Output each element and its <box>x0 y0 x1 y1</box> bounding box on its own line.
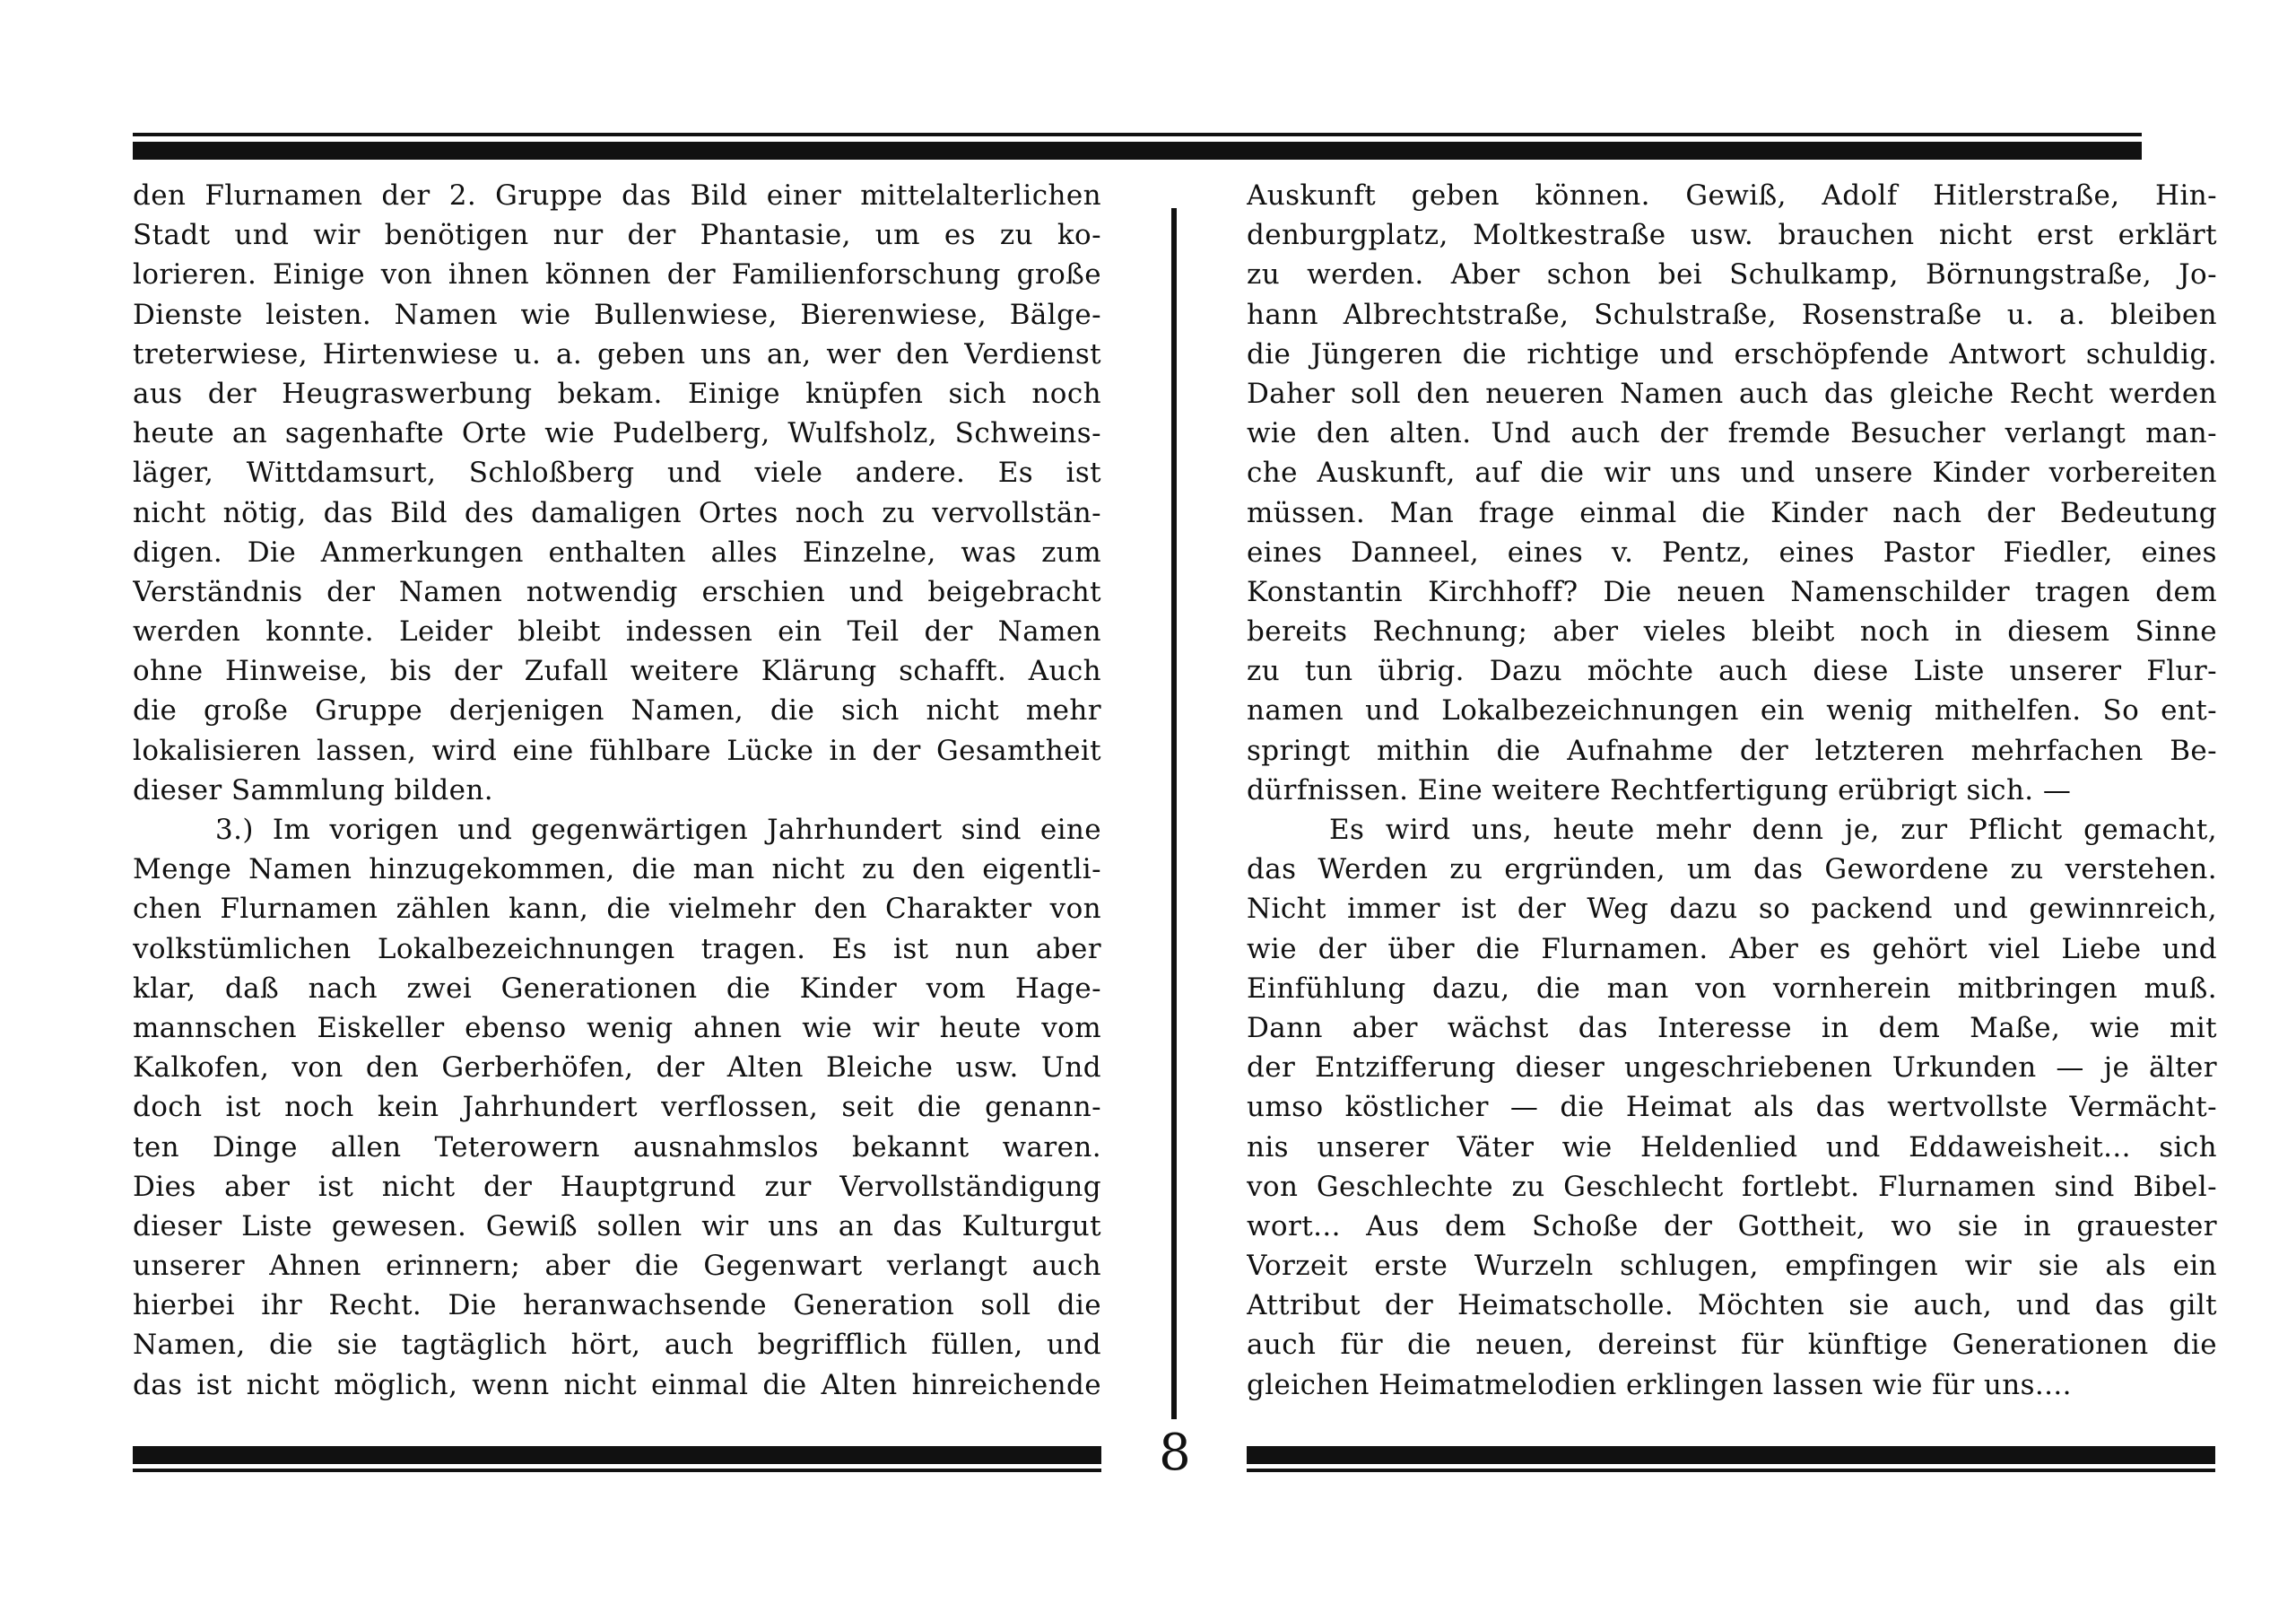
paragraph-end-line: dürfnissen. Eine weitere Rechtfertigung erübrigt sich. — <box>1247 773 2072 806</box>
text-line: Attribut der Heimatscholle. Möchten sie auch, und das gilt <box>1247 1289 2217 1322</box>
text-line: umso köstlicher — die Heimat als das wertvollste Vermächt- <box>1247 1091 2217 1124</box>
top-rule-thin <box>133 133 2142 136</box>
text-line: Menge Namen hinzugekommen, die man nicht zu den eigentli- <box>133 853 1101 886</box>
text-line: wie der über die Flurnamen. Aber es gehört viel Liebe und <box>1247 932 2217 965</box>
top-rule-thick <box>133 142 2142 160</box>
text-line: Vorzeit erste Wurzeln schlugen, empfingen wir sie als ein <box>1247 1250 2217 1283</box>
top-double-rule <box>133 133 2142 161</box>
bottom-rule-left <box>133 1446 1101 1473</box>
text-line: Verständnis der Namen notwendig erschien und beigebracht <box>133 575 1101 608</box>
text-line: hann Albrechtstraße, Schulstraße, Rosenstraße u. a. bleiben <box>1247 298 2217 331</box>
text-line: Auskunft geben können. Gewiß, Adolf Hitlerstraße, Hin- <box>1247 179 2217 212</box>
text-line: wort... Aus dem Schoße der Gottheit, wo sie in grauester <box>1247 1209 2217 1242</box>
text-line: Dies aber ist nicht der Hauptgrund zur Vervollständigung <box>133 1170 1101 1203</box>
paragraph-end-line: dieser Sammlung bilden. <box>133 773 493 806</box>
text-line: nicht nötig, das Bild des damaligen Ortes noch zu vervollstän- <box>133 496 1101 529</box>
text-line: nis unserer Väter wie Heldenlied und Eddaweisheit... sich <box>1247 1130 2217 1164</box>
text-line: müssen. Man frage einmal die Kinder nach der Bedeutung <box>1247 496 2217 529</box>
text-line: von Geschlechte zu Geschlecht fortlebt. Flurnamen sind Bibel- <box>1247 1170 2217 1203</box>
text-line: namen und Lokalbezeichnungen ein wenig mithelfen. So ent- <box>1247 694 2217 728</box>
bottom-rule-thick <box>1247 1446 2215 1464</box>
text-line: chen Flurnamen zählen kann, die vielmehr den Charakter von <box>133 893 1101 926</box>
text-line: doch ist noch kein Jahrhundert verflossen, seit die genann- <box>133 1091 1101 1124</box>
text-line: dieser Liste gewesen. Gewiß sollen wir uns an das Kulturgut <box>133 1209 1101 1242</box>
text-line: unserer Ahnen erinnern; aber die Gegenwart verlangt auch <box>133 1250 1101 1283</box>
text-line: Daher soll den neueren Namen auch das gleiche Recht werden <box>1247 377 2217 410</box>
text-line: lokalisieren lassen, wird eine fühlbare Lücke in der Gesamtheit <box>133 734 1101 767</box>
text-line: denburgplatz, Moltkestraße usw. brauchen nicht erst erklärt <box>1247 219 2217 252</box>
text-line: digen. Die Anmerkungen enthalten alles Einzelne, was zum <box>133 536 1101 569</box>
text-line: die Jüngeren die richtige und erschöpfende Antwort schuldig. <box>1247 337 2217 370</box>
text-line: Nicht immer ist der Weg dazu so packend und gewinnreich, <box>1247 893 2217 926</box>
text-line: ten Dinge allen Teterowern ausnahmslos bekannt waren. <box>133 1130 1101 1164</box>
paragraph-start-line: Es wird uns, heute mehr denn je, zur Pflicht gemacht, <box>1329 814 2217 846</box>
page-number: 8 <box>1159 1424 1191 1482</box>
text-line: Kalkofen, von den Gerberhöfen, der Alten Bleiche usw. Und <box>133 1051 1101 1085</box>
bottom-rule-thin <box>1247 1469 2215 1472</box>
text-line: wie den alten. Und auch der fremde Besucher verlangt man- <box>1247 417 2217 450</box>
text-line: zu tun übrig. Dazu möchte auch diese Liste unserer Flur- <box>1247 655 2217 688</box>
text-line: treterwiese, Hirtenwiese u. a. geben uns an, wer den Verdienst <box>133 337 1101 370</box>
text-line: springt mithin die Aufnahme der letzteren mehrfachen Be- <box>1247 734 2217 767</box>
bottom-rule-thin <box>133 1469 1101 1472</box>
text-line: Konstantin Kirchhoff? Die neuen Namenschilder tragen dem <box>1247 575 2217 608</box>
text-line: läger, Wittdamsurt, Schloßberg und viele andere. Es ist <box>133 457 1101 490</box>
text-line: ohne Hinweise, bis der Zufall weitere Klärung schafft. Auch <box>133 655 1101 688</box>
text-line: bereits Rechnung; aber vieles bleibt noch in diesem Sinne <box>1247 615 2217 649</box>
text-line: die große Gruppe derjenigen Namen, die sich nicht mehr <box>133 694 1101 728</box>
left-text-column <box>133 176 1101 1441</box>
text-line: Dann aber wächst das Interesse in dem Maße, wie mit <box>1247 1011 2217 1044</box>
text-line: der Entzifferung dieser ungeschriebenen Urkunden — je älter <box>1247 1051 2217 1085</box>
text-line: das Werden zu ergründen, um das Gewordene zu verstehen. <box>1247 853 2217 886</box>
text-line: gleichen Heimatmelodien erklingen lassen wie für uns.... <box>1247 1368 2072 1401</box>
text-line: aus der Heugraswerbung bekam. Einige knüpfen sich noch <box>133 377 1101 410</box>
text-line: hierbei ihr Recht. Die heranwachsende Generation soll die <box>133 1289 1101 1322</box>
text-line: eines Danneel, eines v. Pentz, eines Pastor Fiedler, eines <box>1247 536 2217 569</box>
text-line: heute an sagenhafte Orte wie Pudelberg, Wulfsholz, Schweins- <box>133 417 1101 450</box>
text-line: che Auskunft, auf die wir uns und unsere Kinder vorbereiten <box>1247 457 2217 490</box>
column-divider <box>1171 208 1177 1419</box>
text-line: lorieren. Einige von ihnen können der Familienforschung große <box>133 258 1101 292</box>
bottom-rule-right <box>1247 1446 2215 1473</box>
text-line: werden konnte. Leider bleibt indessen ein Teil der Namen <box>133 615 1101 649</box>
text-line: Namen, die sie tagtäglich hört, auch begrifflich füllen, und <box>133 1329 1101 1362</box>
text-line: Dienste leisten. Namen wie Bullenwiese, Bierenwiese, Bälge- <box>133 298 1101 331</box>
text-line: auch für die neuen, dereinst für künftige Generationen die <box>1247 1329 2217 1362</box>
paragraph-start-line: 3.) Im vorigen und gegenwärtigen Jahrhundert sind eine <box>215 814 1101 846</box>
text-line: klar, daß nach zwei Generationen die Kinder vom Hage- <box>133 972 1101 1005</box>
text-line: zu werden. Aber schon bei Schulkamp, Börnungstraße, Jo- <box>1247 258 2217 292</box>
text-line: Stadt und wir benötigen nur der Phantasie, um es zu ko- <box>133 219 1101 252</box>
text-line: volkstümlichen Lokalbezeichnungen tragen. Es ist nun aber <box>133 932 1101 965</box>
bottom-rule-thick <box>133 1446 1101 1464</box>
text-line: das ist nicht möglich, wenn nicht einmal die Alten hinreichende <box>133 1368 1101 1401</box>
text-line: mannschen Eiskeller ebenso wenig ahnen wie wir heute vom <box>133 1011 1101 1044</box>
right-text-column <box>1247 176 2217 1441</box>
text-line: den Flurnamen der 2. Gruppe das Bild einer mittelalterlichen <box>133 179 1101 212</box>
text-line: Einfühlung dazu, die man von vornherein mitbringen muß. <box>1247 972 2217 1005</box>
